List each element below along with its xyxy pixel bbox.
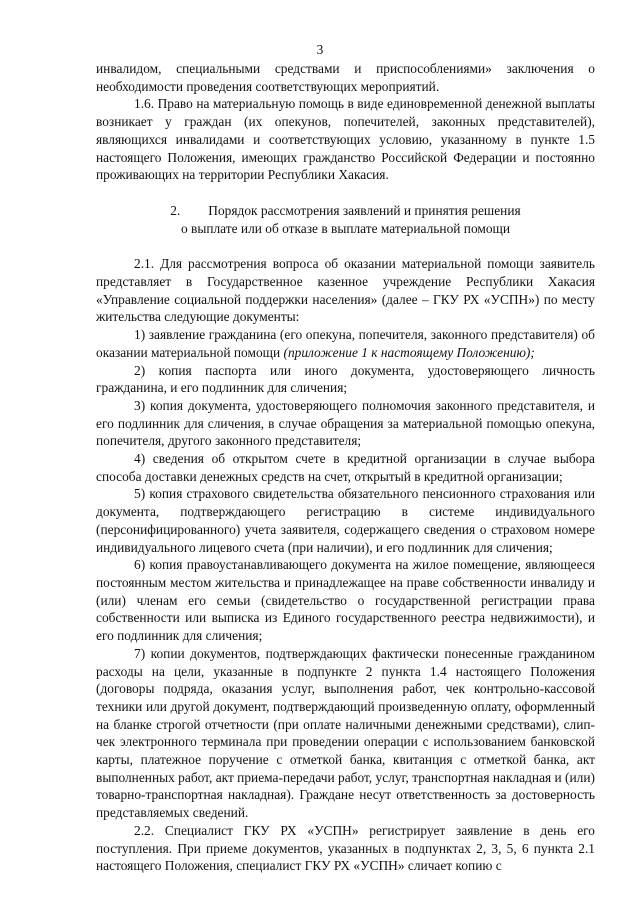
list-item-5: 5) копия страхового свидетельства обязательного пенсионного страхования или документа, подтверждающего регистрацию в системе индивидуального (персонифицированного) учета заявителя, содержащего сведения о страховом номере индивидуального лицевого счета (при наличии), и его подлинник для сличения;	[96, 486, 595, 555]
paragraph-continuation: инвалидом, специальными средствами и приспособлениями» заключения о необходимости проведения соответствующих мероприятий.	[96, 61, 595, 94]
list-item-2: 2) копия паспорта или иного документа, удостоверяющего личность гражданина, и его подлинник для сличения;	[96, 362, 595, 396]
list-item-1: 1) заявление гражданина (его опекуна, попечителя, законного представителя) об оказании материальной помощи (приложение 1 к настоящему Положению);	[96, 327, 595, 360]
section-heading	[96, 202, 595, 237]
list-item-7: 7) копии документов, подтверждающих фактически понесенные гражданином расходы на цели, указанные в подпункте 2 пункта 1.4 настоящего Положения (договоры подряда, оказания услуг, выполнения работ, чек контрольно-кассовой техники или другой документ, подтверждающий произведенную оплату, оформленный на бланке строгой отчетности (при оплате наличными денежными средствами), слип-чек электронного терминала при проведении операции с использованием банковской карты, платежное поручение с отметкой банка, квитанция с отметкой банка, акт выполненных работ, акт приема-передачи работ, услуг, транспортная накладная и (или) товарно-транспортная накладная). Граждане несут ответственность за достоверность представляемых сведений.	[96, 645, 595, 821]
list-item-6: 6) копия правоустанавливающего документа на жилое помещение, являющееся постоянным местом жительства и принадлежащее на праве собственности инвалиду и (или) членам его семьи (свидетельство о государственной регистрации права собственности или выписка из Единого государственного реестра недвижимости), и его подлинник для сличения;	[96, 557, 595, 644]
document-body	[96, 60, 595, 875]
paragraph-2-2: 2.2. Специалист ГКУ РХ «УСПН» регистрирует заявление в день его поступления. При приеме документов, указанных в подпунктах 2, 3, 5, 6 пункта 2.1 настоящего Положения, специалист ГКУ РХ «УСПН» сличает копию с	[96, 822, 595, 874]
paragraph-1-6: 1.6. Право на материальную помощь в виде единовременной денежной выплаты возникает у граждан (их опекунов, попечителей, законных представителей), являющихся инвалидами и соответствующих условию, указанному в пункте 1.5 настоящего Положения, имеющих гражданство Российской Федерации и постоянно проживающих на территории Республики Хакасия.	[96, 96, 595, 183]
paragraph-2-1: 2.1. Для рассмотрения вопроса об оказании материальной помощи заявитель представляет в Государственное казенное учреждение Республики Хакасия «Управление социальной поддержки населения» (далее – ГКУ РХ «УСПН») по месту жительства следующие документы:	[96, 256, 595, 325]
section-title-line-1: 2. Порядок рассмотрения заявлений и принятия решения	[170, 202, 521, 218]
page-number: 3	[316, 42, 324, 57]
list-item-3: 3) копия документа, удостоверяющего полномочия законного представителя, и его подлинник для сличения, в случае обращения за материальной помощью опекуна, попечителя, другого законного представителя;	[96, 397, 595, 449]
list-item-4: 4) сведения об открытом счете в кредитной организации в случае выбора способа доставки денежных средств на счет, открытый в кредитной организации;	[96, 451, 595, 484]
section-number: 2.	[170, 202, 181, 218]
section-title-line-2: о выплате или об отказе в выплате материальной помощи	[180, 220, 511, 236]
